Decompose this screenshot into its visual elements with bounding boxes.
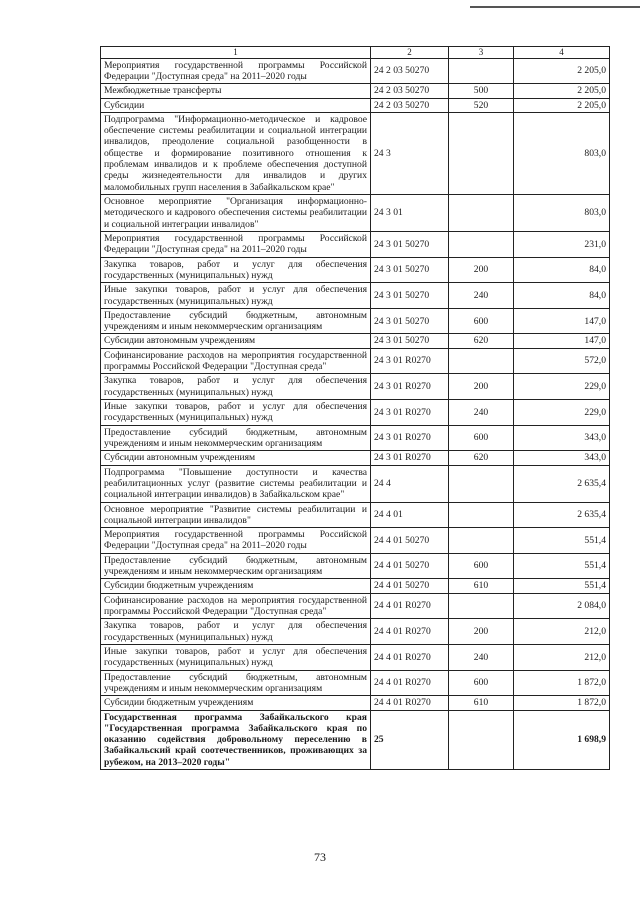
row-code: 24 4 01 (371, 502, 449, 528)
row-name: Предоставление субсидий бюджетным, автономным учреждениям и иным некоммерческим организациям (101, 670, 371, 696)
row-amount: 231,0 (514, 231, 610, 257)
row-name: Субсидии автономным учреждениям (101, 451, 371, 465)
row-code: 24 3 01 50270 (371, 231, 449, 257)
row-type: 200 (449, 619, 514, 645)
row-name: Подпрограмма "Информационно-методическое и кадровое обеспечение системы реабилитации и социальной интеграции инвалидов, преодоление социальной разобщенности в обществе и формирование позитивного отношения к проблемам инвалидов и к проблеме обеспечения доступной среды жизнедеятельности для инвалидов и других маломобильных групп населения в Забайкальском крае" (101, 112, 371, 194)
budget-table-container (100, 46, 609, 770)
row-type: 240 (449, 283, 514, 309)
table-row (101, 502, 610, 528)
row-type: 240 (449, 400, 514, 426)
table-row (101, 553, 610, 579)
table-row (101, 231, 610, 257)
row-type (449, 58, 514, 84)
row-code: 24 3 01 50270 (371, 283, 449, 309)
header-cell-name: 1 (101, 47, 371, 59)
row-type (449, 348, 514, 374)
row-type: 620 (449, 334, 514, 348)
row-code: 24 3 01 50270 (371, 334, 449, 348)
row-type: 520 (449, 98, 514, 112)
row-amount: 84,0 (514, 257, 610, 283)
row-type (449, 593, 514, 619)
row-code: 24 3 01 50270 (371, 308, 449, 334)
row-amount: 343,0 (514, 451, 610, 465)
row-type (449, 465, 514, 502)
row-amount: 803,0 (514, 112, 610, 194)
row-amount: 572,0 (514, 348, 610, 374)
row-code: 25 (371, 710, 449, 770)
table-row (101, 593, 610, 619)
table-body (101, 58, 610, 770)
row-name: Субсидии бюджетным учреждениям (101, 579, 371, 593)
row-amount: 229,0 (514, 400, 610, 426)
table-row (101, 400, 610, 426)
row-type (449, 710, 514, 770)
row-code: 24 4 01 50270 (371, 579, 449, 593)
row-name: Закупка товаров, работ и услуг для обеспечения государственных (муниципальных) нужд (101, 374, 371, 400)
row-code: 24 4 (371, 465, 449, 502)
scan-edge-line (470, 6, 640, 8)
row-code: 24 4 01 R0270 (371, 644, 449, 670)
row-name: Мероприятия государственной программы Российской Федерации "Доступная среда" на 2011–2020 годы (101, 58, 371, 84)
row-name: Предоставление субсидий бюджетным, автономным учреждениям и иным некоммерческим организациям (101, 553, 371, 579)
table-row (101, 579, 610, 593)
row-type (449, 528, 514, 554)
table-row (101, 619, 610, 645)
row-name: Иные закупки товаров, работ и услуг для обеспечения государственных (муниципальных) нужд (101, 644, 371, 670)
row-amount: 2 205,0 (514, 58, 610, 84)
row-code: 24 3 01 R0270 (371, 425, 449, 451)
row-amount: 2 635,4 (514, 465, 610, 502)
row-amount: 2 635,4 (514, 502, 610, 528)
row-name: Софинансирование расходов на мероприятия государственной программы Российской Федерации "Доступная среда" (101, 348, 371, 374)
row-type: 500 (449, 84, 514, 98)
row-name: Основное мероприятие "Развитие системы реабилитации и социальной интеграции инвалидов" (101, 502, 371, 528)
row-name: Субсидии бюджетным учреждениям (101, 696, 371, 710)
row-code: 24 3 01 R0270 (371, 348, 449, 374)
row-amount: 2 084,0 (514, 593, 610, 619)
table-row (101, 334, 610, 348)
table-row (101, 710, 610, 770)
page-number: 73 (314, 850, 326, 864)
row-code: 24 3 01 R0270 (371, 374, 449, 400)
row-code: 24 2 03 50270 (371, 84, 449, 98)
table-row (101, 283, 610, 309)
row-type (449, 231, 514, 257)
row-amount: 1 872,0 (514, 696, 610, 710)
row-type: 600 (449, 425, 514, 451)
row-name: Предоставление субсидий бюджетным, автономным учреждениям и иным некоммерческим организациям (101, 425, 371, 451)
header-row (101, 47, 610, 59)
row-amount: 84,0 (514, 283, 610, 309)
row-type: 600 (449, 553, 514, 579)
table-row (101, 257, 610, 283)
table-row (101, 644, 610, 670)
table-row (101, 696, 610, 710)
table-row (101, 112, 610, 194)
table-row (101, 451, 610, 465)
row-name: Софинансирование расходов на мероприятия государственной программы Российской Федерации "Доступная среда" (101, 593, 371, 619)
row-amount: 212,0 (514, 644, 610, 670)
row-name: Иные закупки товаров, работ и услуг для обеспечения государственных (муниципальных) нужд (101, 283, 371, 309)
row-name: Основное мероприятие "Организация информационно-методического и кадрового обеспечения системы реабилитации и социальной интеграции инвалидов" (101, 195, 371, 232)
row-amount: 147,0 (514, 308, 610, 334)
row-name: Мероприятия государственной программы Российской Федерации "Доступная среда" на 2011–2020 годы (101, 528, 371, 554)
budget-table (100, 46, 610, 770)
row-amount: 551,4 (514, 528, 610, 554)
row-name: Государственная программа Забайкальского края "Государственная программа Забайкальского края по оказанию содействия добровольному переселению в Забайкальский край соотечественников, проживающих за рубежом, на 2013–2020 годы" (101, 710, 371, 770)
header-cell-type: 3 (449, 47, 514, 59)
row-type: 600 (449, 670, 514, 696)
row-type (449, 195, 514, 232)
row-type: 610 (449, 579, 514, 593)
row-code: 24 4 01 R0270 (371, 670, 449, 696)
row-amount: 803,0 (514, 195, 610, 232)
row-type: 620 (449, 451, 514, 465)
row-type: 600 (449, 308, 514, 334)
row-amount: 2 205,0 (514, 98, 610, 112)
table-row (101, 308, 610, 334)
row-name: Подпрограмма "Повышение доступности и качества реабилитационных услуг (развитие системы реабилитации и социальной интеграции инвалидов) в Забайкальском крае" (101, 465, 371, 502)
row-code: 24 4 01 R0270 (371, 619, 449, 645)
row-name: Межбюджетные трансферты (101, 84, 371, 98)
row-name: Мероприятия государственной программы Российской Федерации "Доступная среда" на 2011–2020 годы (101, 231, 371, 257)
header-cell-code: 2 (371, 47, 449, 59)
table-row (101, 84, 610, 98)
row-type (449, 112, 514, 194)
row-type: 200 (449, 374, 514, 400)
row-code: 24 3 01 50270 (371, 257, 449, 283)
table-row (101, 670, 610, 696)
row-name: Закупка товаров, работ и услуг для обеспечения государственных (муниципальных) нужд (101, 257, 371, 283)
row-type: 240 (449, 644, 514, 670)
row-code: 24 3 01 R0270 (371, 451, 449, 465)
row-code: 24 4 01 50270 (371, 528, 449, 554)
row-amount: 2 205,0 (514, 84, 610, 98)
table-row (101, 195, 610, 232)
row-code: 24 4 01 50270 (371, 553, 449, 579)
row-name: Субсидии (101, 98, 371, 112)
row-amount: 147,0 (514, 334, 610, 348)
row-code: 24 3 (371, 112, 449, 194)
row-name: Закупка товаров, работ и услуг для обеспечения государственных (муниципальных) нужд (101, 619, 371, 645)
table-row (101, 348, 610, 374)
row-type: 200 (449, 257, 514, 283)
table-row (101, 425, 610, 451)
row-amount: 1 698,9 (514, 710, 610, 770)
row-amount: 551,4 (514, 553, 610, 579)
row-name: Субсидии автономным учреждениям (101, 334, 371, 348)
row-amount: 1 872,0 (514, 670, 610, 696)
row-name: Предоставление субсидий бюджетным, автономным учреждениям и иным некоммерческим организациям (101, 308, 371, 334)
table-row (101, 528, 610, 554)
row-code: 24 4 01 R0270 (371, 696, 449, 710)
table-row (101, 58, 610, 84)
row-amount: 551,4 (514, 579, 610, 593)
row-amount: 212,0 (514, 619, 610, 645)
table-row (101, 98, 610, 112)
row-type: 610 (449, 696, 514, 710)
row-amount: 343,0 (514, 425, 610, 451)
row-amount: 229,0 (514, 374, 610, 400)
row-code: 24 4 01 R0270 (371, 593, 449, 619)
row-type (449, 502, 514, 528)
table-row (101, 374, 610, 400)
header-cell-amount: 4 (514, 47, 610, 59)
row-code: 24 3 01 R0270 (371, 400, 449, 426)
row-code: 24 3 01 (371, 195, 449, 232)
row-name: Иные закупки товаров, работ и услуг для обеспечения государственных (муниципальных) нужд (101, 400, 371, 426)
row-code: 24 2 03 50270 (371, 58, 449, 84)
row-code: 24 2 03 50270 (371, 98, 449, 112)
table-row (101, 465, 610, 502)
